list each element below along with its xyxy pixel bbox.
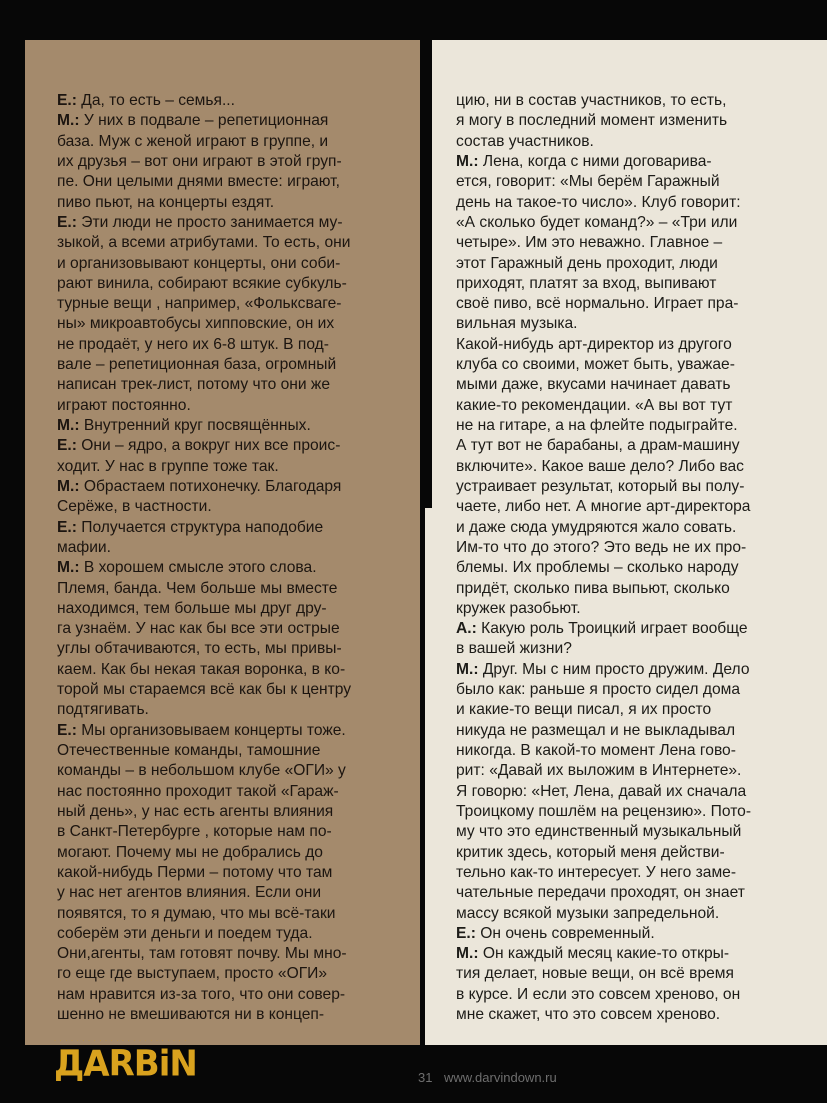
text-line xyxy=(57,152,397,172)
line-text: база. Муж с женой играют в группе, и xyxy=(57,132,329,150)
line-text: находимся, тем больше мы друг дру- xyxy=(57,599,327,617)
line-text: было как: раньше я просто сидел дома xyxy=(456,681,741,699)
line-text: появятся, то я думаю, что мы всё-таки xyxy=(57,904,336,922)
line-text: га узнаём. У нас как бы все эти острые xyxy=(57,620,340,638)
speaker-label: М.: xyxy=(57,112,80,130)
line-text: включите». Какое ваше дело? Либо вас xyxy=(456,457,744,475)
text-line xyxy=(456,497,796,517)
line-text: Они,агенты, там готовят почву. Мы мно- xyxy=(57,945,347,963)
text-line xyxy=(456,700,796,720)
text-line xyxy=(57,477,397,497)
text-line xyxy=(456,274,796,294)
line-text: каем. Как бы некая такая воронка, в ко- xyxy=(57,660,346,678)
text-line xyxy=(57,172,397,192)
text-line xyxy=(456,883,796,903)
text-line xyxy=(57,396,397,416)
text-line xyxy=(456,863,796,883)
line-text: пе. Они целыми днями вместе: играют, xyxy=(57,173,340,191)
line-text: Внутренний круг посвящённых. xyxy=(79,417,311,434)
text-line xyxy=(57,355,397,375)
line-text: в курсе. И если это совсем хреново, он xyxy=(456,985,741,1003)
text-line xyxy=(456,314,796,334)
line-text: день на такое-то число». Клуб говорит: xyxy=(456,193,741,211)
line-text: нас постоянно проходит такой «Гараж- xyxy=(57,782,339,800)
line-text: соберём эти деньги и поедем туда. xyxy=(57,924,313,942)
text-line xyxy=(57,1005,397,1025)
line-text: А тут вот не барабаны, а драм-машину xyxy=(456,437,740,455)
text-line xyxy=(57,314,397,334)
text-line xyxy=(57,193,397,213)
text-line xyxy=(456,355,796,375)
line-text: массу всякой музыки запредельной. xyxy=(456,904,720,922)
text-line xyxy=(456,518,796,538)
text-line xyxy=(456,1005,796,1025)
text-line xyxy=(57,538,397,558)
line-text: играют постоянно. xyxy=(57,396,191,414)
text-line xyxy=(57,457,397,477)
text-line xyxy=(456,172,796,192)
text-line xyxy=(456,91,796,111)
line-text: какой-нибудь Перми – потому что там xyxy=(57,863,333,881)
text-line xyxy=(57,518,397,538)
text-line xyxy=(57,904,397,924)
text-line xyxy=(57,497,397,517)
line-text: написан трек-лист, потому что они же xyxy=(57,376,331,394)
text-line xyxy=(57,111,397,131)
line-text: ходит. У нас в группе тоже так. xyxy=(57,457,279,475)
line-text: углы обтачиваются, то есть, мы привы- xyxy=(57,640,342,658)
line-text: торой мы стараемся всё как бы к центру xyxy=(57,681,352,699)
line-text: шенно не вмешиваются ни в концеп- xyxy=(57,1006,325,1024)
line-text: Какой-нибудь арт-директор из другого xyxy=(456,335,732,353)
line-text: нам нравится из-за того, что они совер- xyxy=(57,985,346,1003)
line-text: вильная музыка. xyxy=(456,315,578,333)
text-line xyxy=(456,944,796,964)
line-text: Мы организовываем концерты тоже. xyxy=(76,721,346,739)
line-text: Он каждый месяц какие-то откры- xyxy=(478,945,730,963)
text-line xyxy=(456,985,796,1005)
right-column-text xyxy=(456,91,796,1025)
text-line xyxy=(57,802,397,822)
speaker-label: М.: xyxy=(57,477,80,495)
text-line xyxy=(456,843,796,863)
text-line xyxy=(57,843,397,863)
line-text: придёт, сколько пива выпьют, сколько xyxy=(456,579,730,597)
line-text: чаете, либо нет. А многие арт-директора xyxy=(456,498,751,516)
speaker-label: А.: xyxy=(456,620,477,638)
line-text: у нас нет агентов влияния. Если они xyxy=(57,884,322,902)
text-line xyxy=(456,782,796,802)
speaker-label: Е.: xyxy=(57,437,77,455)
speaker-label: Е.: xyxy=(57,213,77,231)
text-line xyxy=(57,91,397,111)
line-text: четыре». Им это неважно. Главное – xyxy=(456,234,723,252)
text-line xyxy=(456,477,796,497)
text-line xyxy=(57,822,397,842)
line-text: Племя, банда. Чем больше мы вместе xyxy=(57,579,338,597)
text-line xyxy=(57,294,397,314)
line-text: вале – репетиционная база, огромный xyxy=(57,356,337,374)
line-text: подтягивать. xyxy=(57,701,149,719)
line-text: Они – ядро, а вокруг них все проис- xyxy=(76,437,341,455)
text-line xyxy=(57,375,397,395)
text-line xyxy=(456,396,796,416)
text-line xyxy=(57,254,397,274)
line-text: ется, говорит: «Мы берём Гаражный xyxy=(456,173,720,191)
text-line xyxy=(57,944,397,964)
text-line xyxy=(57,761,397,781)
logo-decoration: · · · · · · · · · · · · · · · · · · · · · · · · xyxy=(54,1038,188,1044)
text-line xyxy=(456,802,796,822)
darvin-logo xyxy=(54,1038,197,1100)
line-text: этот Гаражный день проходит, люди xyxy=(456,254,718,272)
text-line xyxy=(456,213,796,233)
text-line xyxy=(456,538,796,558)
text-line xyxy=(456,152,796,172)
text-line xyxy=(456,741,796,761)
line-text: состав участников. xyxy=(456,132,594,150)
line-text: му что это единственный музыкальный xyxy=(456,823,742,841)
line-text: и организовывают концерты, они соби- xyxy=(57,254,341,272)
line-text: своё пиво, всё нормально. Играет пра- xyxy=(456,295,739,313)
text-line xyxy=(57,213,397,233)
line-text: рит: «Давай их выложим в Интернете». xyxy=(456,762,742,780)
line-text: и даже сюда умудряются жало совать. xyxy=(456,518,737,536)
line-text: я могу в последний момент изменить xyxy=(456,112,728,130)
line-text: критик здесь, который меня действи- xyxy=(456,843,725,861)
speaker-label: Е.: xyxy=(57,92,77,109)
line-text: мыми даже, вкусами начинает давать xyxy=(456,376,731,394)
text-line xyxy=(57,619,397,639)
line-text: никогда. В какой-то момент Лена гово- xyxy=(456,742,736,759)
text-line xyxy=(57,132,397,152)
text-line xyxy=(456,335,796,355)
speaker-label: М.: xyxy=(57,417,80,434)
line-text: пиво пьют, на концерты ездят. xyxy=(57,193,275,211)
text-line xyxy=(57,274,397,294)
line-text: Обрастаем потихонечку. Благодаря xyxy=(79,477,342,495)
line-text: не продаёт, у него их 6-8 штук. В под- xyxy=(57,335,329,353)
line-text: не на гитаре, а на флейте подыграйте. xyxy=(456,417,738,434)
line-text: чательные передачи проходят, он знает xyxy=(456,884,745,902)
line-text: цию, ни в состав участников, то есть, xyxy=(456,92,727,109)
line-text: команды – в небольшом клубе «ОГИ» у xyxy=(57,762,346,780)
text-line xyxy=(57,782,397,802)
text-line xyxy=(456,579,796,599)
line-text: зыкой, а всеми атрибутами. То есть, они xyxy=(57,234,351,252)
line-text: блемы. Их проблемы – сколько народу xyxy=(456,559,739,577)
text-line xyxy=(456,416,796,436)
text-line xyxy=(57,721,397,741)
text-line xyxy=(57,985,397,1005)
text-line xyxy=(456,619,796,639)
text-line xyxy=(456,233,796,253)
logo-wordmark: ДАRВiN xyxy=(54,1042,197,1085)
text-line xyxy=(456,457,796,477)
line-text: Получается структура наподобие xyxy=(76,518,324,536)
line-text: го еще где выступаем, просто «ОГИ» xyxy=(57,965,328,983)
text-line xyxy=(456,822,796,842)
text-line xyxy=(57,964,397,984)
text-line xyxy=(57,680,397,700)
line-text: ный день», у нас есть агенты влияния xyxy=(57,802,334,820)
text-line xyxy=(456,132,796,152)
line-text: приходят, платят за вход, выпивают xyxy=(456,274,717,292)
text-line xyxy=(57,639,397,659)
text-line xyxy=(57,660,397,680)
text-line xyxy=(456,254,796,274)
line-text: ны» микроавтобусы хипповские, он их xyxy=(57,315,335,333)
text-line xyxy=(456,558,796,578)
text-line xyxy=(456,964,796,984)
line-text: в вашей жизни? xyxy=(456,640,572,658)
line-text: мафии. xyxy=(57,538,111,556)
line-text: В хорошем смысле этого слова. xyxy=(79,559,317,577)
text-line xyxy=(456,111,796,131)
speaker-label: М.: xyxy=(57,559,80,577)
website-link[interactable]: www.darvindown.ru xyxy=(444,1070,557,1085)
line-text: Лена, когда с ними договарива- xyxy=(478,152,712,170)
text-line xyxy=(456,294,796,314)
line-text: и какие-то вещи писал, я их просто xyxy=(456,701,712,719)
text-line xyxy=(456,599,796,619)
speaker-label: Е.: xyxy=(456,924,476,942)
line-text: Какую роль Троицкий играет вообще xyxy=(476,620,748,638)
text-line xyxy=(456,721,796,741)
text-line xyxy=(456,904,796,924)
text-line xyxy=(57,335,397,355)
speaker-label: М.: xyxy=(456,660,479,678)
text-line xyxy=(456,375,796,395)
speaker-label: Е.: xyxy=(57,721,77,739)
text-line xyxy=(456,924,796,944)
speaker-label: Е.: xyxy=(57,518,77,536)
speaker-label: М.: xyxy=(456,945,479,963)
text-line xyxy=(456,639,796,659)
text-line xyxy=(57,863,397,883)
text-line xyxy=(456,436,796,456)
line-text: какие-то рекомендации. «А вы вот тут xyxy=(456,396,733,414)
line-text: кружек разобьют. xyxy=(456,599,581,617)
line-text: У них в подвале – репетиционная xyxy=(79,112,329,130)
line-text: тельно как-то интересует. У него заме- xyxy=(456,863,737,881)
text-line xyxy=(456,761,796,781)
line-text: Да, то есть – семья... xyxy=(76,92,235,109)
text-line xyxy=(456,680,796,700)
page-number: 31 xyxy=(418,1070,433,1085)
text-line xyxy=(456,193,796,213)
line-text: Я говорю: «Нет, Лена, давай их сначала xyxy=(456,782,747,800)
line-text: Отечественные команды, тамошние xyxy=(57,742,321,759)
line-text: Им-то что до этого? Это ведь не их про- xyxy=(456,538,747,556)
line-text: тия делает, новые вещи, он всё время xyxy=(456,965,734,983)
line-text: мне скажет, что это совсем хреново. xyxy=(456,1006,721,1024)
line-text: Эти люди не просто занимается му- xyxy=(76,213,343,231)
text-line xyxy=(57,233,397,253)
line-text: Друг. Мы с ним просто дружим. Дело xyxy=(478,660,750,678)
left-column-text xyxy=(57,91,397,1025)
text-line xyxy=(57,883,397,903)
text-line xyxy=(57,416,397,436)
text-line xyxy=(57,700,397,720)
speaker-label: М.: xyxy=(456,152,479,170)
line-text: «А сколько будет команд?» – «Три или xyxy=(456,213,738,231)
line-text: никуда не размещал и не выкладывал xyxy=(456,721,736,739)
text-line xyxy=(57,558,397,578)
line-text: могают. Почему мы не добрались до xyxy=(57,843,323,861)
text-line xyxy=(57,741,397,761)
text-line xyxy=(57,599,397,619)
line-text: Троицкому пошлём на рецензию». Пото- xyxy=(456,802,752,820)
text-line xyxy=(57,924,397,944)
line-text: клуба со своими, может быть, уважае- xyxy=(456,356,735,374)
line-text: Серёже, в частности. xyxy=(57,498,212,516)
line-text: устраивает результат, который вы полу- xyxy=(456,477,745,495)
line-text: рают винила, собирают всякие субкуль- xyxy=(57,274,347,292)
line-text: их друзья – вот они играют в этой груп- xyxy=(57,152,342,170)
line-text: турные вещи , например, «Фольксваге- xyxy=(57,295,342,313)
line-text: Он очень современный. xyxy=(475,924,655,942)
text-line xyxy=(57,579,397,599)
text-line xyxy=(57,436,397,456)
text-line xyxy=(456,660,796,680)
line-text: в Санкт-Петербурге , которые нам по- xyxy=(57,823,332,841)
